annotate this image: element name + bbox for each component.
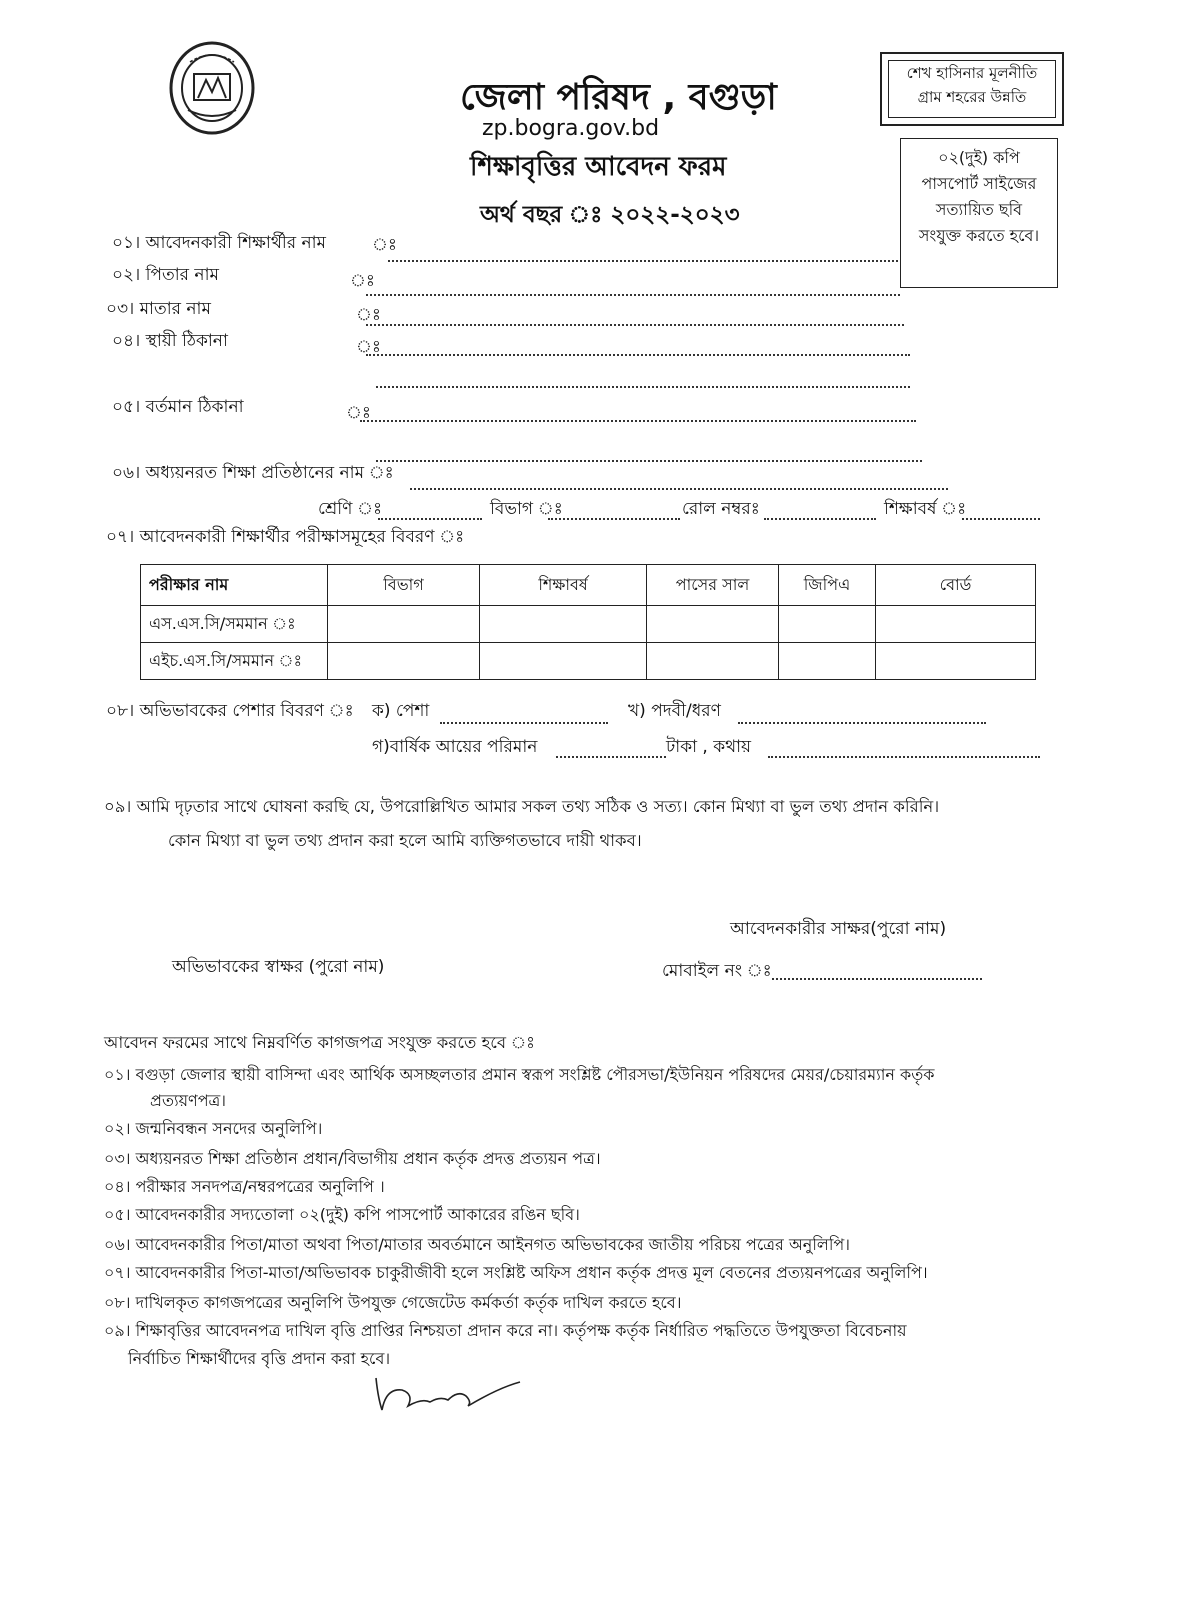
mobile-line[interactable] xyxy=(772,978,982,980)
slogan-line2: গ্রাম শহরের উন্নতি xyxy=(917,88,1027,106)
fiscal-year: অর্থ বছর ঃ ২০২২-২০২৩ xyxy=(480,202,740,228)
colon: ঃ xyxy=(372,235,397,255)
row-hsc-label: এইচ.এস.সি/সমমান ঃ xyxy=(141,643,328,680)
designation-label: খ) পদবী/ধরণ xyxy=(628,701,721,721)
income-words-line[interactable] xyxy=(768,756,1040,758)
income-line[interactable] xyxy=(556,756,666,758)
field-01-line[interactable] xyxy=(388,260,898,262)
attachment-item: ০৩। অধ্যয়নরত শিক্ষা প্রতিষ্ঠান প্রধান/বিভাগীয় প্রধান কর্তৃক প্রদত্ত প্রত্যয়ন পত্র। xyxy=(104,1149,601,1168)
slogan-line1: শেখ হাসিনার মূলনীতি xyxy=(906,64,1038,82)
cell[interactable] xyxy=(779,643,876,680)
field-06-label: ০৬। অধ্যয়নরত শিক্ষা প্রতিষ্ঠানের নাম ঃ xyxy=(112,463,394,483)
field-04-line-2[interactable] xyxy=(376,386,910,388)
table-header-row xyxy=(141,565,1036,606)
taka-label: টাকা , কথায় xyxy=(666,737,752,757)
field-08-label: ০৮। অভিভাবকের পেশার বিবরণ ঃ xyxy=(106,701,354,721)
roll-label: রোল নম্বরঃ xyxy=(682,499,760,519)
dept-line[interactable] xyxy=(548,518,680,520)
cell[interactable] xyxy=(480,643,647,680)
designation-line[interactable] xyxy=(738,722,986,724)
cell[interactable] xyxy=(480,606,647,643)
table-row xyxy=(141,643,1036,680)
field-04-label: ০৪। স্থায়ী ঠিকানা xyxy=(112,331,228,351)
applicant-signature-label: আবেদনকারীর সাক্ষর(পুরো নাম) xyxy=(730,919,947,939)
th-exam-name: পরীক্ষার নাম xyxy=(141,565,328,606)
income-label: গ)বার্ষিক আয়ের পরিমান xyxy=(372,737,538,757)
occupation-line[interactable] xyxy=(440,722,608,724)
th-session: শিক্ষাবর্ষ xyxy=(480,565,647,606)
row-ssc-label: এস.এস.সি/সমমান ঃ xyxy=(141,606,328,643)
cell[interactable] xyxy=(647,643,779,680)
field-05-line[interactable] xyxy=(360,420,916,422)
field-05-label: ০৫। বর্তমান ঠিকানা xyxy=(112,397,244,417)
attachments-heading: আবেদন ফরমের সাথে নিম্নবর্ণিত কাগজপত্র সংযুক্ত করতে হবে ঃ xyxy=(104,1033,535,1052)
district-council-seal-icon xyxy=(168,40,256,136)
field-02-label: ০২। পিতার নাম xyxy=(112,265,219,285)
field-06-line[interactable] xyxy=(410,488,948,490)
session-line[interactable] xyxy=(962,518,1040,520)
th-department: বিভাগ xyxy=(328,565,480,606)
cell[interactable] xyxy=(876,606,1036,643)
field-05-line-2[interactable] xyxy=(376,460,922,462)
colon: ঃ xyxy=(350,271,375,291)
photo-note-line: পাসপোর্ট সাইজের xyxy=(921,174,1037,193)
mobile-label: মোবাইল নং ঃ xyxy=(662,961,772,981)
field-03-label: ০৩। মাতার নাম xyxy=(106,299,211,319)
declaration-line-2: কোন মিথ্যা বা ভুল তথ্য প্রদান করা হলে আমি ব্যক্তিগতভাবে দায়ী থাকব। xyxy=(168,831,642,850)
attachment-item: প্রত্যয়ণপত্র। xyxy=(150,1091,227,1110)
attachment-item: ০৫। আবেদনকারীর সদ্যতোলা ০২(দুই) কপি পাসপোর্ট আকারের রঙিন ছবি। xyxy=(104,1205,580,1224)
cell[interactable] xyxy=(779,606,876,643)
field-02-line[interactable] xyxy=(366,294,900,296)
org-name: জেলা পরিষদ , বগুড়া xyxy=(460,77,777,118)
field-03-line[interactable] xyxy=(366,324,904,326)
form-title: শিক্ষাবৃত্তির আবেদন ফরম xyxy=(470,152,727,182)
website: zp.bogra.gov.bd xyxy=(482,116,660,141)
roll-line[interactable] xyxy=(764,518,876,520)
photo-box xyxy=(900,138,1058,288)
field-04-line[interactable] xyxy=(366,354,910,356)
attachment-item: নির্বাচিত শিক্ষার্থীদের বৃত্তি প্রদান করা হবে। xyxy=(128,1349,391,1368)
th-board: বোর্ড xyxy=(876,565,1036,606)
slogan-box xyxy=(880,52,1064,126)
th-pass-year: পাসের সাল xyxy=(647,565,779,606)
signature-icon xyxy=(368,1368,528,1416)
dept-label: বিভাগ ঃ xyxy=(490,499,563,519)
attachment-item: ০৬। আবেদনকারীর পিতা/মাতা অথবা পিতা/মাতার অবর্তমানে আইনগত অভিভাবকের জাতীয় পরিচয় পত্রের অনুলিপি। xyxy=(104,1235,851,1254)
attachment-item: ০৪। পরীক্ষার সনদপত্র/নম্বরপত্রের অনুলিপি । xyxy=(104,1177,385,1196)
table-row xyxy=(141,606,1036,643)
cell[interactable] xyxy=(876,643,1036,680)
attachment-item: ০১। বগুড়া জেলার স্থায়ী বাসিন্দা এবং আর্থিক অসচ্ছলতার প্রমান স্বরূপ সংশ্লিষ্ট পৌরসভা/ইউনিয়ন পরিষদের মেয়র/চেয়ারম্যান কর্তৃক xyxy=(104,1065,935,1084)
cell[interactable] xyxy=(328,643,480,680)
photo-note-line: সংযুক্ত করতে হবে। xyxy=(918,226,1040,245)
photo-note-line: সত্যায়িত ছবি xyxy=(935,200,1023,219)
photo-note-line: ০২(দুই) কপি xyxy=(938,148,1020,167)
th-gpa: জিপিএ xyxy=(779,565,876,606)
guardian-signature-label: অভিভাবকের স্বাক্ষর (পুরো নাম) xyxy=(172,957,385,977)
cell[interactable] xyxy=(328,606,480,643)
session-label: শিক্ষাবর্ষ ঃ xyxy=(884,499,967,519)
attachment-item: ০৭। আবেদনকারীর পিতা-মাতা/অভিভাবক চাকুরীজীবী হলে সংশ্লিষ্ট অফিস প্রধান কর্তৃক প্রদত্ত মূল বেতনের প্রত্যয়নপত্রের অনুলিপি। xyxy=(104,1263,928,1282)
class-label: শ্রেণি ঃ xyxy=(318,499,383,519)
colon: ঃ xyxy=(346,403,371,423)
attachment-item: ০৯। শিক্ষাবৃত্তির আবেদনপত্র দাখিল বৃত্তি প্রাপ্তির নিশ্চয়তা প্রদান করে না। কর্তৃপক্ষ কর্তৃক নির্ধারিত পদ্ধতিতে উপযুক্ততা বিবেচনায় xyxy=(104,1321,907,1340)
class-line[interactable] xyxy=(378,518,482,520)
colon: ঃ xyxy=(356,337,381,357)
exam-table xyxy=(140,564,1036,680)
attachment-item: ০২। জন্মনিবন্ধন সনদের অনুলিপি। xyxy=(104,1119,323,1138)
field-01-label: ০১। আবেদনকারী শিক্ষার্থীর নাম xyxy=(112,233,326,253)
cell[interactable] xyxy=(647,606,779,643)
occupation-label: ক) পেশা xyxy=(372,701,430,721)
field-07-label: ০৭। আবেদনকারী শিক্ষার্থীর পরীক্ষাসমূহের বিবরণ ঃ xyxy=(106,527,465,547)
colon: ঃ xyxy=(356,305,381,325)
attachment-item: ০৮। দাখিলকৃত কাগজপত্রের অনুলিপি উপযুক্ত গেজেটেড কর্মকর্তা কর্তৃক দাখিল করতে হবে। xyxy=(104,1293,682,1312)
declaration-line-1: ০৯। আমি দৃঢ়তার সাথে ঘোষনা করছি যে, উপরোল্লিখিত আমার সকল তথ্য সঠিক ও সত্য। কোন মিথ্যা বা ভুল তথ্য প্রদান করিনি। xyxy=(104,797,940,816)
